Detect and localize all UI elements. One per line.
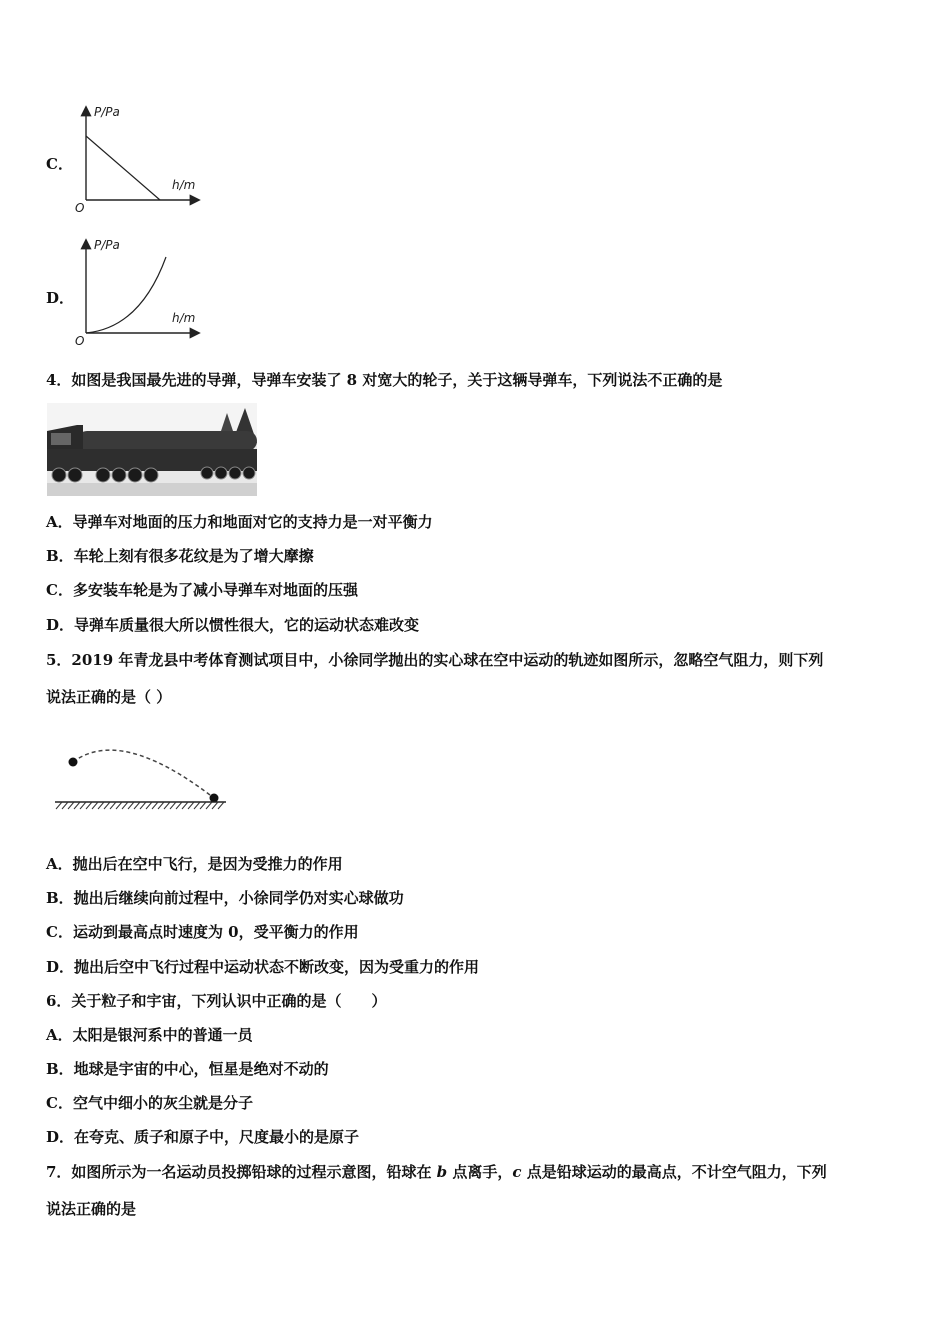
x-axis-label: h/m	[172, 178, 196, 192]
pressure-depth-graph-c	[70, 100, 210, 215]
question-5-option-b: B．抛出后继续向前过程中，小徐同学仍对实心球做功	[46, 889, 404, 907]
question-5-stem-line2: 说法正确的是（ ）	[46, 688, 172, 706]
landing-ball	[210, 794, 219, 803]
question-5-option-a: A．抛出后在空中飞行，是因为受推力的作用	[46, 855, 343, 873]
question-7-text-3: 点是铅球运动的最高点，不计空气阻力，下列	[521, 1163, 827, 1181]
question-4-stem: 4．如图是我国最先进的导弹，导弹车安装了 8 对宽大的轮子，关于这辆导弹车，下列说法不正确的是	[46, 371, 723, 389]
option-d-label: D．	[46, 289, 75, 307]
question-7-text-1: 7．如图所示为一名运动员投掷铅球的过程示意图，铅球在	[46, 1163, 437, 1181]
question-6-option-c: C．空气中细小的灰尘就是分子	[46, 1094, 253, 1112]
missile-vehicle-photo	[47, 403, 257, 496]
question-6-option-d: D．在夸克、质子和原子中，尺度最小的是原子	[46, 1128, 360, 1146]
pressure-line	[86, 136, 160, 200]
origin-label: O	[75, 334, 85, 348]
question-5-option-d: D．抛出后空中飞行过程中运动状态不断改变，因为受重力的作用	[46, 958, 480, 976]
question-4-option-c: C．多安装车轮是为了减小导弹车对地面的压强	[46, 581, 358, 599]
point-b-label: b	[436, 1163, 448, 1181]
question-6-option-a: A．太阳是银河系中的普通一员	[46, 1026, 253, 1044]
question-6-stem: 6．关于粒子和宇宙，下列认识中正确的是（ ）	[46, 992, 387, 1010]
question-7-stem-line2: 说法正确的是	[46, 1200, 137, 1218]
question-4-option-a: A．导弹车对地面的压力和地面对它的支持力是一对平衡力	[46, 513, 433, 531]
y-axis-label: P/Pa	[94, 238, 120, 252]
x-axis-label: h/m	[172, 311, 196, 325]
question-6-option-b: B．地球是宇宙的中心，恒星是绝对不动的	[46, 1060, 329, 1078]
pressure-curve	[86, 257, 166, 333]
trajectory-path	[73, 750, 210, 795]
question-4-option-b: B．车轮上刻有很多花纹是为了增大摩擦	[46, 547, 314, 565]
question-7-text-2: 点离手，	[447, 1163, 513, 1181]
pressure-depth-graph-d	[70, 233, 210, 348]
start-ball	[69, 758, 78, 767]
ground-hatch	[56, 802, 224, 809]
point-c-label: c	[512, 1163, 522, 1181]
question-5-stem-line1: 5．2019 年青龙县中考体育测试项目中，小徐同学抛出的实心球在空中运动的轨迹如图所示，忽略空气阻力，则下列	[46, 651, 824, 669]
option-c-label: C．	[46, 155, 73, 173]
origin-label: O	[75, 201, 85, 215]
y-axis-label: P/Pa	[94, 105, 120, 119]
question-4-option-d: D．导弹车质量很大所以惯性很大，它的运动状态难改变	[46, 616, 420, 634]
ball-trajectory-diagram	[50, 735, 230, 815]
question-7-stem-line1	[46, 1162, 827, 1182]
question-5-option-c: C．运动到最高点时速度为 0，受平衡力的作用	[46, 923, 359, 941]
